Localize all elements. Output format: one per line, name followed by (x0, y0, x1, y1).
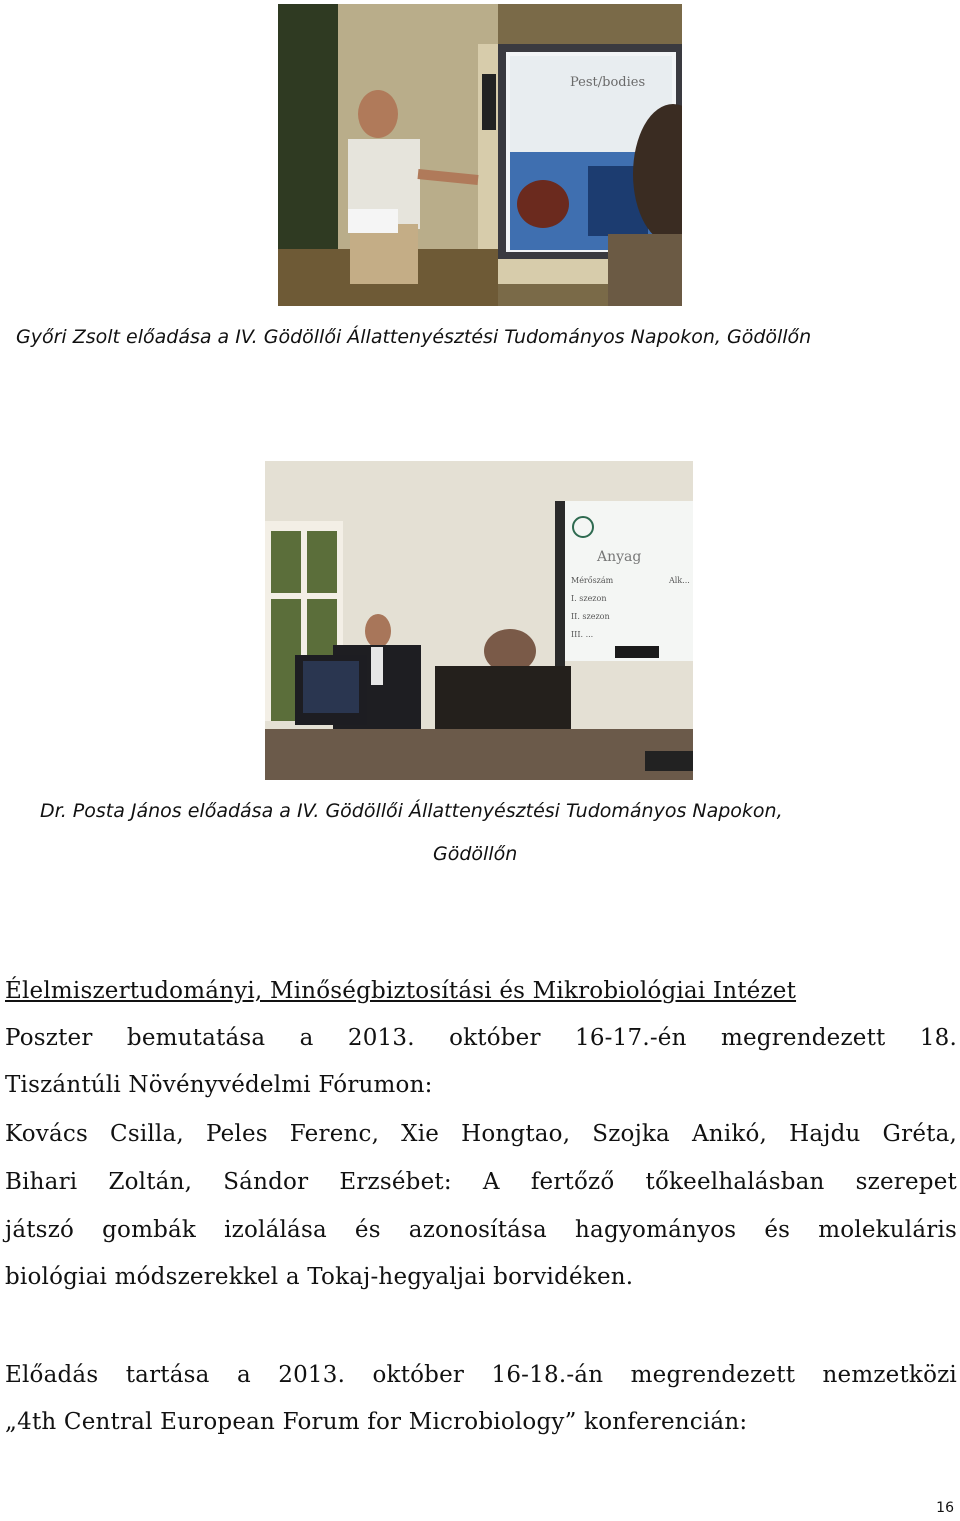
paragraph1-line5: játszó gombák izolálása és azonosítása hagyományos és molekuláris (5, 1217, 957, 1243)
slide-row: II. szezon (571, 612, 610, 621)
paragraph1-line4: Bihari Zoltán, Sándor Erzsébet: A fertőző tőkeelhalásban szerepet (5, 1169, 957, 1195)
paragraph1-line1: Poszter bemutatása a 2013. október 16-17.-én megrendezett 18. (5, 1025, 957, 1051)
paragraph2-line2: „4th Central European Forum for Microbiology” konferencián: (5, 1409, 748, 1435)
paragraph2-line1: Előadás tartása a 2013. október 16-18.-án megrendezett nemzetközi (5, 1362, 957, 1388)
paragraph1-line6: biológiai módszerekkel a Tokaj-hegyaljai borvidéken. (5, 1264, 634, 1290)
paragraph1-line2: Tiszántúli Növényvédelmi Fórumon: (5, 1072, 433, 1098)
photo1-caption: Győri Zsolt előadása a IV. Gödöllői Állattenyésztési Tudományos Napokon, Gödöllőn (16, 326, 812, 348)
slide-row: Alk... (669, 576, 690, 585)
photo2-caption-line1: Dr. Posta János előadása a IV. Gödöllői Állattenyésztési Tudományos Napokon, (40, 800, 783, 822)
slide-row: III. ... (571, 630, 594, 639)
slide-row: I. szezon (571, 594, 607, 603)
institute-heading: Élelmiszertudományi, Minőségbiztosítási és Mikrobiológiai Intézet (5, 978, 797, 1004)
photo-gyori-zsolt-presentation (278, 4, 682, 306)
slide-title: Pest/bodies (570, 75, 646, 90)
paragraph1-line3: Kovács Csilla, Peles Ferenc, Xie Hongtao, Szojka Anikó, Hajdu Gréta, (5, 1121, 957, 1147)
slide-title: Anyag (597, 549, 642, 565)
photo-posta-janos-presentation (265, 461, 693, 780)
slide-row: Mérőszám (571, 576, 614, 585)
photo2-caption-line2: Gödöllőn (433, 843, 518, 865)
page-number: 16 (936, 1500, 954, 1516)
